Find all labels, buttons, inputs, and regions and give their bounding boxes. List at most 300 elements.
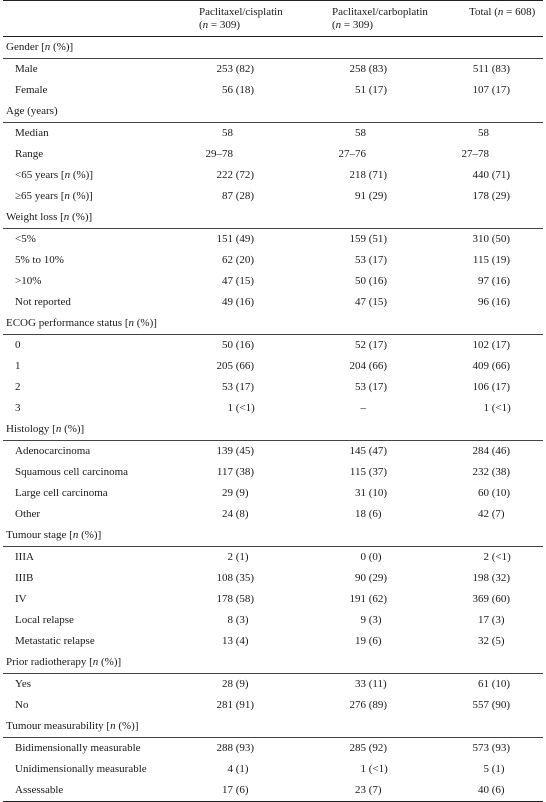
- cell-carboplatin: [332, 356, 412, 377]
- cell-percent: (5): [491, 635, 505, 647]
- cell-percent: (66): [235, 360, 255, 372]
- cell-total: [455, 165, 539, 186]
- table-row: [3, 738, 543, 759]
- cell-percent: (<1): [235, 402, 255, 414]
- cell-count: 27–76: [338, 148, 366, 160]
- section-header-row: [3, 419, 543, 441]
- cell-total: [455, 568, 539, 589]
- cell-count: 31: [355, 487, 366, 499]
- section-label: ECOG performance status [n (%)]: [6, 317, 157, 329]
- cell-count: 17: [478, 614, 489, 626]
- cell-total: [455, 674, 539, 695]
- table-row: [3, 229, 543, 250]
- row-label: Large cell carcinoma: [15, 487, 108, 499]
- cell-total: [455, 250, 539, 271]
- cell-percent: (<1): [368, 763, 388, 775]
- cell-count: 17: [222, 784, 233, 796]
- cell-total: [455, 144, 539, 165]
- table-row: [3, 483, 543, 504]
- cell-total: [455, 80, 539, 101]
- cell-percent: (15): [368, 296, 388, 308]
- table-row: [3, 568, 543, 589]
- row-label: Yes: [15, 678, 32, 690]
- cell-count: 9: [360, 614, 366, 626]
- cell-count: 5: [483, 763, 489, 775]
- section-label: Tumour measurability [n (%)]: [6, 720, 139, 732]
- cell-count: 191: [349, 593, 366, 605]
- cell-count: 440: [472, 169, 489, 181]
- header-col-paclitaxel-cisplatin: [199, 6, 283, 32]
- cell-count: 4: [227, 763, 233, 775]
- cell-carboplatin: [332, 229, 412, 250]
- cell-percent: (6): [368, 508, 382, 520]
- cell-count: 288: [216, 742, 233, 754]
- cell-count: 96: [478, 296, 489, 308]
- cell-count: 369: [472, 593, 489, 605]
- cell-percent: (16): [368, 275, 388, 287]
- cell-percent: (17): [491, 381, 511, 393]
- cell-count: 60: [478, 487, 489, 499]
- cell-percent: (83): [368, 63, 388, 75]
- row-label: 0: [15, 339, 21, 351]
- cell-percent: (6): [235, 784, 249, 796]
- cell-count: 115: [349, 466, 366, 478]
- cell-cisplatin: [199, 292, 279, 313]
- cell-total: [455, 695, 539, 716]
- cell-percent: (7): [491, 508, 505, 520]
- cell-percent: (0): [368, 551, 382, 563]
- cell-count: 253: [216, 63, 233, 75]
- cell-percent: (66): [491, 360, 511, 372]
- cell-count: 222: [216, 169, 233, 181]
- cell-total: [455, 610, 539, 631]
- cell-percent: (46): [491, 445, 511, 457]
- row-label: Squamous cell carcinoma: [15, 466, 129, 478]
- table-row: [3, 589, 543, 610]
- cell-percent: (<1): [491, 402, 511, 414]
- cell-cisplatin: [199, 631, 279, 652]
- cell-percent: (71): [368, 169, 388, 181]
- cell-percent: (72): [235, 169, 255, 181]
- cell-percent: (28): [235, 190, 255, 202]
- cell-count: 106: [472, 381, 489, 393]
- header-col-total: [469, 6, 535, 19]
- cell-carboplatin: [332, 292, 412, 313]
- cell-percent: (7): [368, 784, 382, 796]
- cell-cisplatin: [199, 80, 279, 101]
- row-label: Assessable: [15, 784, 64, 796]
- row-label: IIIA: [15, 551, 34, 563]
- cell-cisplatin: [199, 759, 279, 780]
- row-label: Median: [15, 127, 49, 139]
- cell-percent: (29): [491, 190, 511, 202]
- cell-cisplatin: [199, 271, 279, 292]
- cell-cisplatin: [199, 356, 279, 377]
- row-label: Bidimensionally measurable: [15, 742, 141, 754]
- cell-percent: (11): [368, 678, 387, 690]
- row-label: 5% to 10%: [15, 254, 64, 266]
- table-row: [3, 356, 543, 377]
- cell-percent: (16): [235, 339, 255, 351]
- row-label: IV: [15, 593, 27, 605]
- cell-percent: (3): [491, 614, 505, 626]
- cell-count: 2: [227, 551, 233, 563]
- cell-percent: (32): [491, 572, 511, 584]
- cell-percent: (91): [235, 699, 255, 711]
- table-row: [3, 292, 543, 313]
- cell-percent: (37): [368, 466, 388, 478]
- cell-percent: (1): [235, 763, 249, 775]
- table-row: [3, 695, 543, 716]
- cell-cisplatin: [199, 695, 279, 716]
- cell-carboplatin: [332, 695, 412, 716]
- cell-percent: (3): [235, 614, 249, 626]
- row-label: 2: [15, 381, 21, 393]
- cell-count: 18: [355, 508, 366, 520]
- cell-total: [455, 356, 539, 377]
- cell-count: 198: [472, 572, 489, 584]
- row-label: 1: [15, 360, 21, 372]
- cell-carboplatin: [332, 144, 412, 165]
- header-col2-n: (n = 309): [332, 19, 374, 31]
- table-row: [3, 504, 543, 525]
- cell-total: [455, 59, 539, 80]
- section-label: Age (years): [6, 105, 58, 117]
- cell-carboplatin: [332, 80, 412, 101]
- cell-total: [455, 292, 539, 313]
- cell-count: 145: [349, 445, 366, 457]
- cell-count: 91: [355, 190, 366, 202]
- cell-percent: (9): [235, 487, 249, 499]
- cell-percent: (66): [368, 360, 388, 372]
- cell-percent: (10): [491, 678, 511, 690]
- cell-percent: (38): [235, 466, 255, 478]
- cell-count: 97: [478, 275, 489, 287]
- cell-count: 511: [472, 63, 489, 75]
- cell-cisplatin: [199, 547, 279, 568]
- cell-percent: (47): [368, 445, 388, 457]
- cell-total: [455, 335, 539, 356]
- cell-count: 28: [222, 678, 233, 690]
- cell-carboplatin: [332, 462, 412, 483]
- cell-count: 40: [478, 784, 489, 796]
- cell-count: 58: [222, 127, 233, 139]
- cell-percent: (9): [235, 678, 249, 690]
- table-body: [3, 37, 543, 801]
- cell-total: [455, 631, 539, 652]
- cell-count: 62: [222, 254, 233, 266]
- cell-percent: (58): [235, 593, 255, 605]
- cell-count: 557: [472, 699, 489, 711]
- cell-count: 33: [355, 678, 366, 690]
- cell-total: [455, 483, 539, 504]
- section-label: Tumour stage [n (%)]: [6, 529, 102, 541]
- cell-count: 8: [227, 614, 233, 626]
- cell-count: 117: [216, 466, 233, 478]
- cell-total: [455, 186, 539, 207]
- cell-percent: (83): [491, 63, 511, 75]
- table-row: [3, 610, 543, 631]
- row-label: Adenocarcinoma: [15, 445, 91, 457]
- cell-carboplatin: [332, 610, 412, 631]
- row-label: Not reported: [15, 296, 71, 308]
- cell-percent: (6): [491, 784, 505, 796]
- cell-count: 53: [355, 381, 366, 393]
- row-label: Unidimensionally measurable: [15, 763, 147, 775]
- section-header-row: [3, 716, 543, 738]
- cell-percent: (10): [491, 487, 511, 499]
- cell-carboplatin: [332, 377, 412, 398]
- cell-count: 47: [355, 296, 366, 308]
- cell-count: –: [360, 402, 366, 414]
- cell-count: 58: [355, 127, 366, 139]
- cell-carboplatin: [332, 759, 412, 780]
- header-col3-name: Total (n = 608): [469, 6, 536, 18]
- cell-carboplatin: [332, 441, 412, 462]
- cell-count: 56: [222, 84, 233, 96]
- cell-total: [455, 589, 539, 610]
- cell-count: 159: [349, 233, 366, 245]
- cell-carboplatin: [332, 398, 412, 419]
- cell-cisplatin: [199, 462, 279, 483]
- table-row: [3, 547, 543, 568]
- table-row: [3, 335, 543, 356]
- cell-percent: (3): [368, 614, 382, 626]
- cell-percent: (51): [368, 233, 388, 245]
- cell-percent: (8): [235, 508, 249, 520]
- cell-count: 42: [478, 508, 489, 520]
- table-row: [3, 271, 543, 292]
- cell-count: 139: [216, 445, 233, 457]
- cell-percent: (45): [235, 445, 255, 457]
- cell-count: 53: [222, 381, 233, 393]
- cell-cisplatin: [199, 568, 279, 589]
- section-label: Histology [n (%)]: [6, 423, 85, 435]
- cell-count: 285: [349, 742, 366, 754]
- cell-count: 90: [355, 572, 366, 584]
- cell-percent: (89): [368, 699, 388, 711]
- cell-percent: (17): [368, 254, 388, 266]
- cell-count: 178: [216, 593, 233, 605]
- table-row: [3, 377, 543, 398]
- cell-carboplatin: [332, 674, 412, 695]
- cell-count: 276: [349, 699, 366, 711]
- section-header-row: [3, 37, 543, 59]
- cell-cisplatin: [199, 186, 279, 207]
- row-label: No: [15, 699, 29, 711]
- cell-carboplatin: [332, 780, 412, 801]
- cell-carboplatin: [332, 483, 412, 504]
- cell-count: 1: [360, 763, 366, 775]
- cell-count: 51: [355, 84, 366, 96]
- cell-count: 49: [222, 296, 233, 308]
- table-row: [3, 441, 543, 462]
- section-label: Gender [n (%)]: [6, 41, 74, 53]
- cell-percent: (82): [235, 63, 255, 75]
- cell-cisplatin: [199, 674, 279, 695]
- cell-percent: (35): [235, 572, 255, 584]
- cell-carboplatin: [332, 335, 412, 356]
- section-header-row: [3, 525, 543, 547]
- cell-percent: (4): [235, 635, 249, 647]
- cell-cisplatin: [199, 250, 279, 271]
- cell-carboplatin: [332, 59, 412, 80]
- cell-percent: (92): [368, 742, 388, 754]
- cell-total: [455, 229, 539, 250]
- cell-count: 2: [483, 551, 489, 563]
- cell-count: 0: [360, 551, 366, 563]
- cell-percent: (16): [491, 296, 511, 308]
- cell-count: 102: [472, 339, 489, 351]
- cell-percent: (17): [368, 84, 388, 96]
- cell-percent: (90): [491, 699, 511, 711]
- cell-cisplatin: [199, 123, 279, 144]
- cell-count: 29: [222, 487, 233, 499]
- cell-percent: (49): [235, 233, 255, 245]
- cell-total: [455, 123, 539, 144]
- row-label: Female: [15, 84, 48, 96]
- table-row: [3, 398, 543, 419]
- cell-count: 151: [216, 233, 233, 245]
- cell-total: [455, 441, 539, 462]
- section-label: Weight loss [n (%)]: [6, 211, 93, 223]
- cell-total: [455, 377, 539, 398]
- cell-percent: (17): [235, 381, 255, 393]
- table-row: [3, 759, 543, 780]
- cell-count: 205: [216, 360, 233, 372]
- cell-cisplatin: [199, 144, 279, 165]
- cell-count: 107: [472, 84, 489, 96]
- table-row: [3, 780, 543, 801]
- row-label: Male: [15, 63, 38, 75]
- cell-total: [455, 738, 539, 759]
- cell-total: [455, 759, 539, 780]
- cell-total: [455, 398, 539, 419]
- cell-percent: (17): [491, 339, 511, 351]
- row-label: 3: [15, 402, 21, 414]
- header-col1-n: (n = 309): [199, 19, 241, 31]
- section-header-row: [3, 207, 543, 229]
- cell-count: 52: [355, 339, 366, 351]
- cell-percent: (93): [235, 742, 255, 754]
- header-col2-name: Paclitaxel/carboplatin: [332, 6, 428, 18]
- cell-percent: (50): [491, 233, 511, 245]
- cell-count: 178: [472, 190, 489, 202]
- cell-count: 19: [355, 635, 366, 647]
- cell-count: 310: [472, 233, 489, 245]
- row-label: >10%: [15, 275, 42, 287]
- row-label: ≥65 years [n (%)]: [15, 190, 93, 202]
- table-row: [3, 674, 543, 695]
- cell-count: 218: [349, 169, 366, 181]
- cell-percent: (29): [368, 572, 388, 584]
- cell-carboplatin: [332, 250, 412, 271]
- cell-cisplatin: [199, 165, 279, 186]
- cell-total: [455, 780, 539, 801]
- cell-percent: (16): [235, 296, 255, 308]
- cell-percent: (18): [235, 84, 255, 96]
- cell-percent: (15): [235, 275, 255, 287]
- section-header-row: [3, 652, 543, 674]
- cell-count: 50: [355, 275, 366, 287]
- table-row: [3, 165, 543, 186]
- cell-count: 284: [472, 445, 489, 457]
- row-label: <65 years [n (%)]: [15, 169, 93, 181]
- section-header-row: [3, 313, 543, 335]
- cell-cisplatin: [199, 59, 279, 80]
- cell-cisplatin: [199, 504, 279, 525]
- cell-cisplatin: [199, 780, 279, 801]
- cell-count: 24: [222, 508, 233, 520]
- cell-carboplatin: [332, 589, 412, 610]
- cell-count: 258: [349, 63, 366, 75]
- cell-percent: (6): [368, 635, 382, 647]
- table-header: [3, 1, 543, 36]
- cell-count: 58: [478, 127, 489, 139]
- row-label: Other: [15, 508, 41, 520]
- cell-total: [455, 271, 539, 292]
- table-row: [3, 186, 543, 207]
- table-row: [3, 123, 543, 144]
- cell-percent: (38): [491, 466, 511, 478]
- cell-count: 573: [472, 742, 489, 754]
- row-label: Metastatic relapse: [15, 635, 95, 647]
- cell-count: 409: [472, 360, 489, 372]
- cell-percent: (1): [235, 551, 249, 563]
- cell-count: 87: [222, 190, 233, 202]
- cell-count: 29–78: [205, 148, 233, 160]
- cell-cisplatin: [199, 441, 279, 462]
- baseline-characteristics-table: [3, 0, 543, 802]
- table-row: [3, 250, 543, 271]
- cell-total: [455, 504, 539, 525]
- cell-count: 1: [483, 402, 489, 414]
- table-row: [3, 144, 543, 165]
- cell-percent: (17): [491, 84, 511, 96]
- row-label: Local relapse: [15, 614, 74, 626]
- table-row: [3, 462, 543, 483]
- cell-percent: (<1): [491, 551, 511, 563]
- cell-carboplatin: [332, 568, 412, 589]
- cell-cisplatin: [199, 398, 279, 419]
- cell-percent: (1): [491, 763, 505, 775]
- cell-cisplatin: [199, 229, 279, 250]
- row-label: <5%: [15, 233, 36, 245]
- cell-count: 281: [216, 699, 233, 711]
- cell-count: 23: [355, 784, 366, 796]
- cell-count: 13: [222, 635, 233, 647]
- table-row: [3, 80, 543, 101]
- cell-cisplatin: [199, 589, 279, 610]
- cell-count: 108: [216, 572, 233, 584]
- cell-percent: (29): [368, 190, 388, 202]
- cell-carboplatin: [332, 738, 412, 759]
- cell-count: 1: [227, 402, 233, 414]
- cell-carboplatin: [332, 631, 412, 652]
- cell-count: 61: [478, 678, 489, 690]
- cell-percent: (10): [368, 487, 388, 499]
- cell-cisplatin: [199, 610, 279, 631]
- cell-carboplatin: [332, 547, 412, 568]
- cell-count: 47: [222, 275, 233, 287]
- cell-count: 32: [478, 635, 489, 647]
- cell-percent: (71): [491, 169, 511, 181]
- cell-percent: (16): [491, 275, 511, 287]
- cell-percent: (60): [491, 593, 511, 605]
- cell-cisplatin: [199, 483, 279, 504]
- cell-cisplatin: [199, 377, 279, 398]
- cell-carboplatin: [332, 186, 412, 207]
